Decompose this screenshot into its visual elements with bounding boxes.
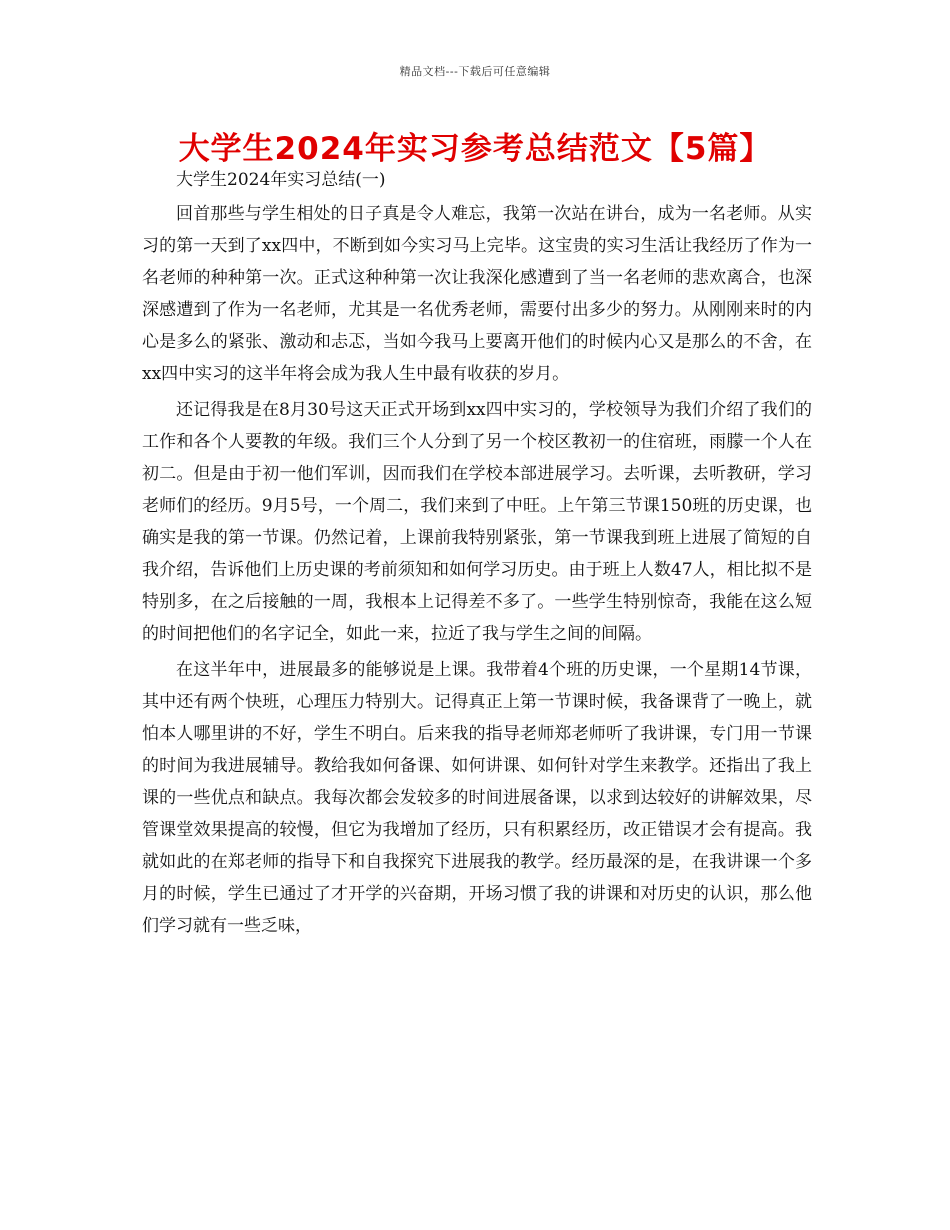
section-subtitle: 大学生2024年实习总结(一) xyxy=(176,170,386,190)
document-body xyxy=(142,166,812,942)
paragraph-2: 还记得我是在8月30号这天正式开场到xx四中实习的，学校领导为我们介绍了我们的工作和各个人要教的年级。我们三个人分到了另一个校区教初一的住宿班，雨朦一个人在初二。但是由于初一他们军训，因而我们在学校本部进展学习。去听课，去听教研，学习老师们的经历。9月5号，一个周二，我们来到了中旺。上午第三节课150班的历史课，也确实是我的第一节课。仍然记着，上课前我特别紧张，第一节课我到班上进展了简短的自我介绍，告诉他们上历史课的考前须知和如何学习历史。由于班上人数47人，相比拟不是特别多，在之后接触的一周，我根本上记得差不多了。一些学生特别惊奇，我能在这么短的时间把他们的名字记全，如此一来，拉近了我与学生之间的间隔。 xyxy=(142,400,812,644)
paragraph-3: 在这半年中，进展最多的能够说是上课。我带着4个班的历史课，一个星期14节课，其中还有两个快班，心理压力特别大。记得真正上第一节课时候，我备课背了一晚上，就怕本人哪里讲的不好，学生不明白。后来我的指导老师郑老师听了我讲课，专门用一节课的时间为我进展辅导。教给我如何备课、如何讲课、如何针对学生来教学。还指出了我上课的一些优点和缺点。我每次都会发较多的时间进展备课，以求到达较好的讲解效果，尽管课堂效果提高的较慢，但它为我增加了经历，只有积累经历，改正错误才会有提高。我就如此的在郑老师的指导下和自我探究下进展我的教学。经历最深的是，在我讲课一个多月的时候，学生已通过了才开学的兴奋期，开场习惯了我的讲课和对历史的认识，那么他们学习就有一些乏味， xyxy=(142,660,812,936)
paragraph-1: 回首那些与学生相处的日子真是令人难忘，我第一次站在讲台，成为一名老师。从实习的第一天到了xx四中，不断到如今实习马上完毕。这宝贵的实习生活让我经历了作为一名老师的种种第一次。正式这种种第一次让我深化感遭到了当一名老师的悲欢离合，也深深感遭到了作为一名老师，尤其是一名优秀老师，需要付出多少的努力。从刚刚来时的内心是多么的紧张、激动和忐忑，当如今我马上要离开他们的时候内心又是那么的不舍，在xx四中实习的这半年将会成为我人生中最有收获的岁月。 xyxy=(142,204,812,384)
document-title: 大学生2024年实习参考总结范文【5篇】 xyxy=(178,131,772,167)
header-note: 精品文档---下载后可任意编辑 xyxy=(399,65,551,78)
